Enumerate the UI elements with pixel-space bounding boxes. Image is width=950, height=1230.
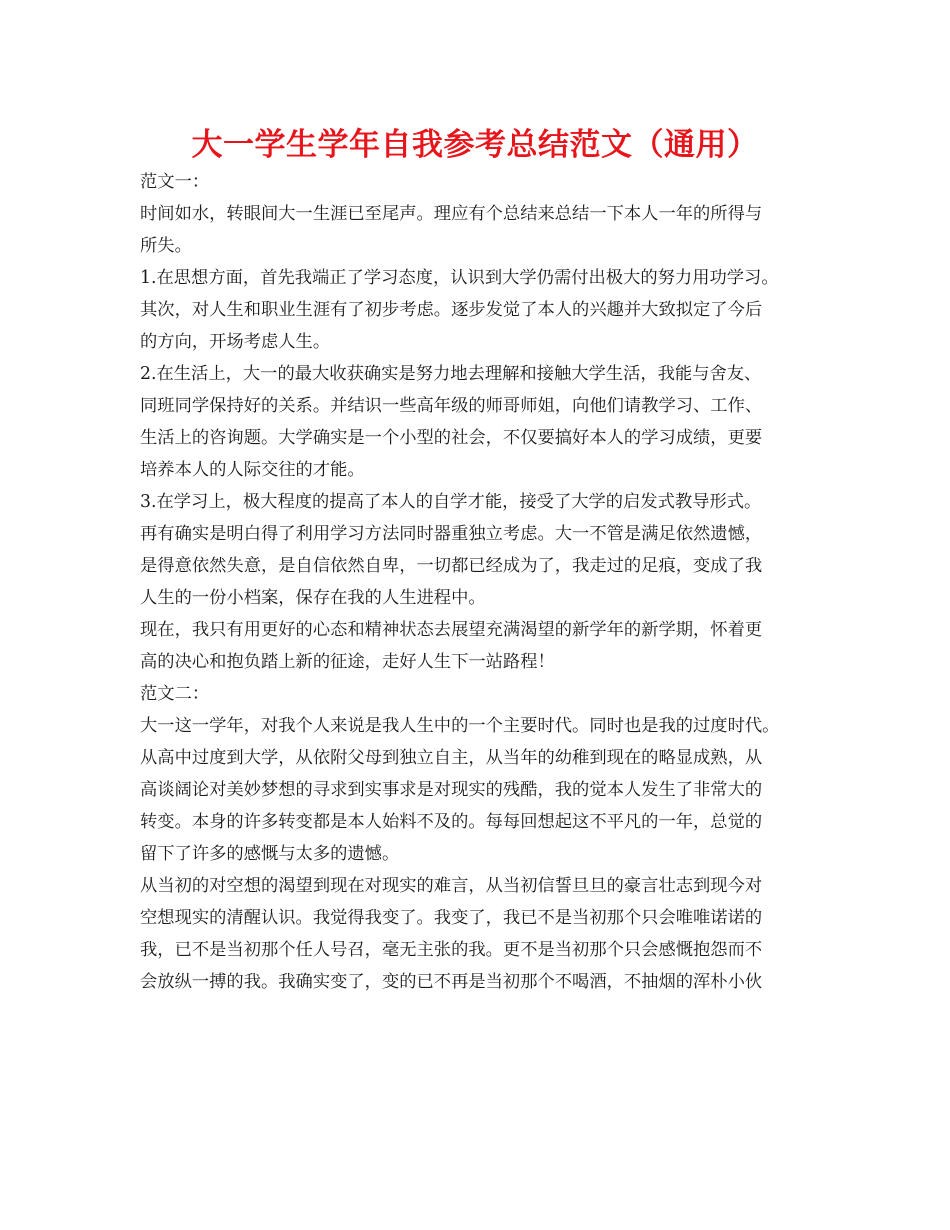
text-line: 范文一： [140,172,210,192]
text-line: 时间如水，转眼间大一生涯已至尾声。理应有个总结来总结一下本人一年的所得与 [140,204,763,224]
text-line: 我，已不是当初那个任人号召，毫无主张的我。更不是当初那个只会感慨抱怨而不 [140,940,763,960]
text-line: 2.在生活上，大一的最大收获确实是努力地去理解和接触大学生活，我能与舍友、 [140,364,762,384]
text-line: 大一这一学年，对我个人来说是我人生中的一个主要时代。同时也是我的过度时代。 [140,716,780,736]
text-line: 现在，我只有用更好的心态和精神状态去展望充满渴望的新学年的新学期，怀着更 [140,620,763,640]
text-line: 高的决心和抱负踏上新的征途，走好人生下一站路程！ [140,652,555,672]
text-line: 1.在思想方面，首先我端正了学习态度，认识到大学仍需付出极大的努力用功学习。 [140,268,779,288]
text-line: 其次，对人生和职业生涯有了初步考虑。逐步发觉了本人的兴趣并大致拟定了今后 [140,300,763,320]
text-line: 同班同学保持好的关系。并结识一些高年级的师哥师姐，向他们请教学习、工作、 [140,396,763,416]
text-line: 生活上的咨询题。大学确实是一个小型的社会，不仅要搞好本人的学习成绩，更要 [140,428,763,448]
text-line: 会放纵一搏的我。我确实变了，变的已不再是当初那个不喝酒，不抽烟的浑朴小伙 [140,972,763,992]
text-line: 从当初的对空想的渴望到现在对现实的难言，从当初信誓旦旦的豪言壮志到现今对 [140,876,763,896]
text-line: 范文二： [140,684,210,704]
text-line: 空想现实的清醒认识。我觉得我变了。我变了，我已不是当初那个只会唯唯诺诺的 [140,908,763,928]
text-line: 转变。本身的许多转变都是本人始料不及的。每每回想起这不平凡的一年，总觉的 [140,812,763,832]
text-line: 是得意依然失意，是自信依然自卑，一切都已经成为了，我走过的足痕，变成了我 [140,556,763,576]
text-line: 所失。 [140,236,192,256]
text-line: 培养本人的人际交往的才能。 [140,460,365,480]
text-line: 的方向，开场考虑人生。 [140,332,331,352]
text-line: 3.在学习上，极大程度的提高了本人的自学才能，接受了大学的启发式教导形式。 [140,492,762,512]
document-body [140,166,830,998]
text-line: 高谈阔论对美妙梦想的寻求到实事求是对现实的残酷，我的觉本人发生了非常大的 [140,780,763,800]
document-title: 大一学生学年自我参考总结范文（通用） [191,127,759,163]
text-line: 再有确实是明白得了利用学习方法同时器重独立考虑。大一不管是满足依然遗憾， [140,524,763,544]
text-line: 人生的一份小档案，保存在我的人生进程中。 [140,588,486,608]
text-line: 留下了许多的感慨与太多的遗憾。 [140,844,400,864]
text-line: 从高中过度到大学，从依附父母到独立自主，从当年的幼稚到现在的略显成熟，从 [140,748,763,768]
